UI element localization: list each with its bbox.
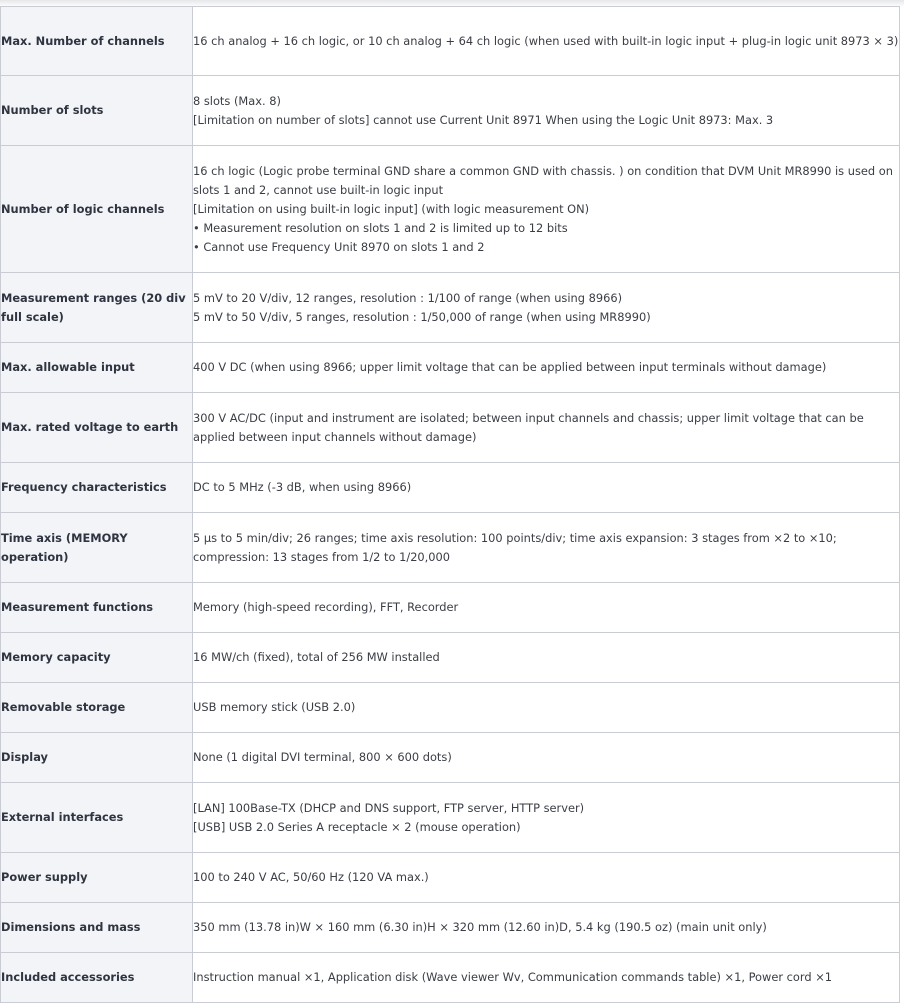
spec-row — [1, 463, 900, 513]
spec-value-line: [USB] USB 2.0 Series A receptacle × 2 (mouse operation) — [193, 819, 521, 834]
spec-value-line: DC to 5 MHz (-3 dB, when using 8966) — [193, 480, 412, 494]
spec-row — [1, 146, 900, 273]
spec-value — [193, 853, 900, 903]
spec-value-line: Instruction manual ×1, Application disk (Wave viewer Wv, Communication commands table) ×1, Power cord ×1 — [193, 970, 832, 984]
spec-value — [193, 903, 900, 953]
spec-value-line: 16 ch analog + 16 ch logic, or 10 ch analog + 64 ch logic (when used with built-in logic input + plug-in logic unit 8973 × 3) — [193, 33, 899, 48]
spec-label: Display — [1, 733, 193, 783]
spec-table — [0, 6, 900, 1003]
spec-value-line: 5 mV to 20 V/div, 12 ranges, resolution : 1/100 of range (when using 8966) — [193, 290, 623, 305]
spec-value-line: 5 μs to 5 min/div; 26 ranges; time axis resolution: 100 points/div; time axis expansion: 3 stages from ×2 to ×10; compression: 13 stages from 1/2 to 1/20,000 — [193, 530, 837, 564]
spec-value-line: 300 V AC/DC (input and instrument are isolated; between input channels and chassis; upper limit voltage that can be applied between input channels without damage) — [193, 410, 864, 444]
spec-value-line: [Limitation on number of slots] cannot use Current Unit 8971 When using the Logic Unit 8973: Max. 3 — [193, 112, 774, 127]
spec-value-line: • Measurement resolution on slots 1 and 2 is limited up to 12 bits — [193, 220, 568, 235]
spec-row — [1, 783, 900, 853]
spec-value — [193, 7, 900, 76]
spec-value-line: 16 ch logic (Logic probe terminal GND share a common GND with chassis. ) on condition that DVM Unit MR8990 is used on slots 1 and 2, cannot use built-in logic input — [193, 163, 893, 197]
spec-value — [193, 953, 900, 1003]
spec-row — [1, 513, 900, 583]
spec-label: Max. Number of channels — [1, 7, 193, 76]
spec-value — [193, 733, 900, 783]
spec-row — [1, 76, 900, 146]
spec-value — [193, 783, 900, 853]
spec-value — [193, 273, 900, 343]
spec-value-line: USB memory stick (USB 2.0) — [193, 700, 356, 714]
spec-value — [193, 463, 900, 513]
spec-row — [1, 903, 900, 953]
spec-value-line: [Limitation on using built-in logic input] (with logic measurement ON) — [193, 201, 590, 216]
spec-label: Measurement ranges (20 div full scale) — [1, 273, 193, 343]
spec-value-line: 8 slots (Max. 8) — [193, 93, 281, 108]
spec-label: Removable storage — [1, 683, 193, 733]
spec-row — [1, 853, 900, 903]
spec-label: Time axis (MEMORY operation) — [1, 513, 193, 583]
spec-value — [193, 76, 900, 146]
spec-label: Included accessories — [1, 953, 193, 1003]
spec-row — [1, 633, 900, 683]
spec-row — [1, 273, 900, 343]
spec-value-line: 16 MW/ch (fixed), total of 256 MW installed — [193, 650, 440, 664]
spec-label: Measurement functions — [1, 583, 193, 633]
spec-value — [193, 393, 900, 463]
spec-label: Frequency characteristics — [1, 463, 193, 513]
spec-value-line: Memory (high-speed recording), FFT, Recorder — [193, 600, 459, 614]
spec-row — [1, 733, 900, 783]
spec-label: Max. allowable input — [1, 343, 193, 393]
spec-row — [1, 583, 900, 633]
spec-value-line: • Cannot use Frequency Unit 8970 on slots 1 and 2 — [193, 239, 485, 254]
spec-value-line: 100 to 240 V AC, 50/60 Hz (120 VA max.) — [193, 870, 429, 884]
spec-value — [193, 633, 900, 683]
spec-value-line: 5 mV to 50 V/div, 5 ranges, resolution : 1/50,000 of range (when using MR8990) — [193, 309, 651, 324]
spec-value-line: [LAN] 100Base-TX (DHCP and DNS support, FTP server, HTTP server) — [193, 800, 585, 815]
spec-label: Number of logic channels — [1, 146, 193, 273]
spec-row — [1, 393, 900, 463]
spec-row — [1, 7, 900, 76]
spec-label: Number of slots — [1, 76, 193, 146]
spec-label: Max. rated voltage to earth — [1, 393, 193, 463]
spec-label: Memory capacity — [1, 633, 193, 683]
spec-value — [193, 343, 900, 393]
spec-label: Power supply — [1, 853, 193, 903]
spec-value-line: None (1 digital DVI terminal, 800 × 600 dots) — [193, 750, 452, 764]
spec-row — [1, 953, 900, 1003]
spec-label: Dimensions and mass — [1, 903, 193, 953]
spec-value — [193, 146, 900, 273]
spec-row — [1, 683, 900, 733]
spec-value — [193, 513, 900, 583]
spec-row — [1, 343, 900, 393]
spec-label: External interfaces — [1, 783, 193, 853]
spec-value-line: 350 mm (13.78 in)W × 160 mm (6.30 in)H × 320 mm (12.60 in)D, 5.4 kg (190.5 oz) (main unit only) — [193, 920, 767, 934]
spec-value — [193, 683, 900, 733]
spec-table-body — [1, 7, 900, 1003]
spec-value — [193, 583, 900, 633]
spec-value-line: 400 V DC (when using 8966; upper limit voltage that can be applied between input terminals without damage) — [193, 360, 827, 374]
